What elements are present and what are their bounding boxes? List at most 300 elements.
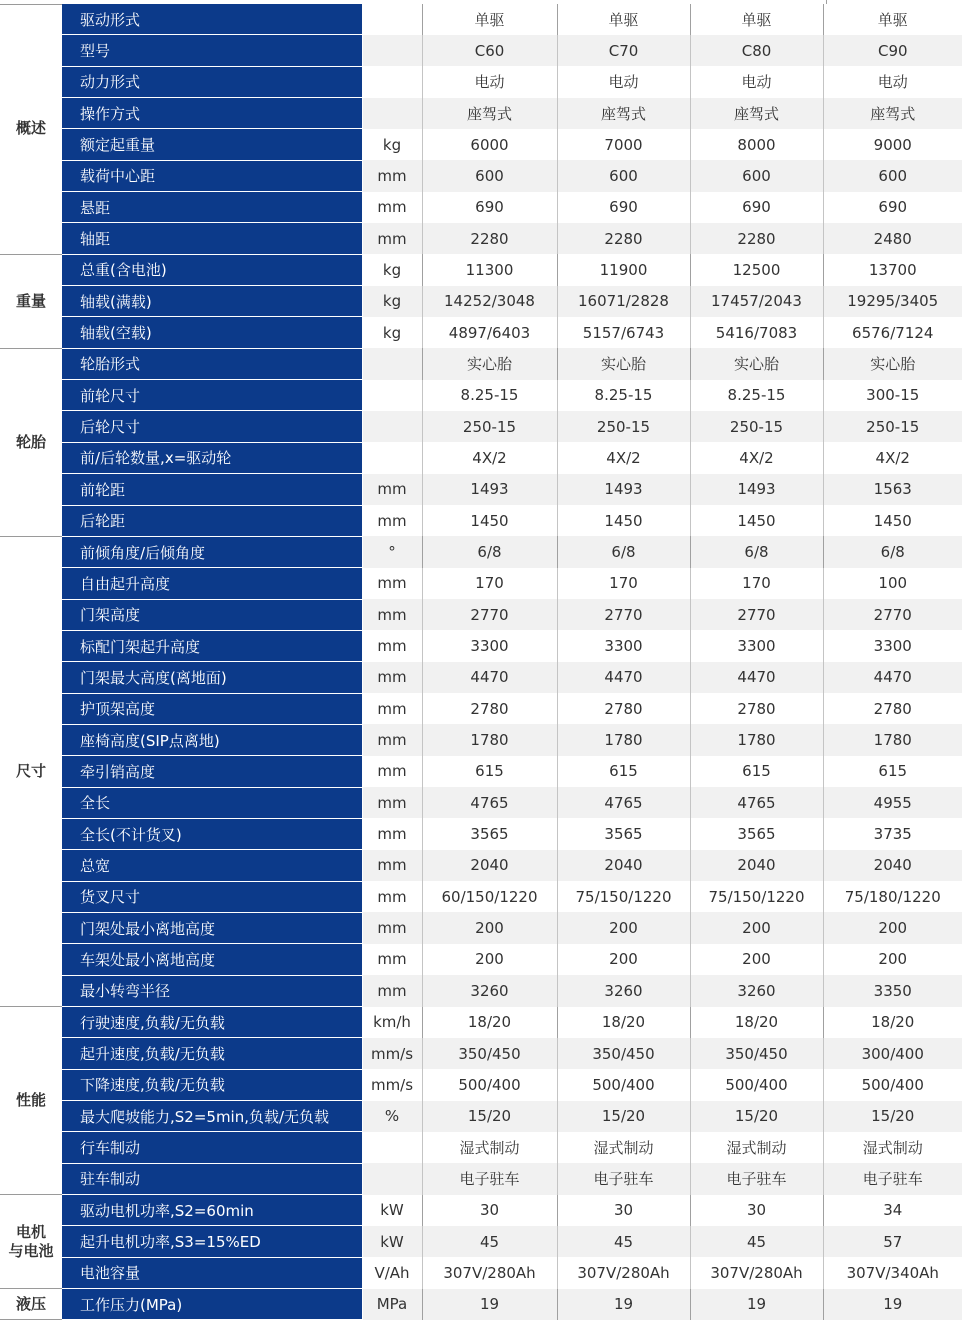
row-label: 起升电机功率,S3=15%ED xyxy=(62,1226,362,1257)
model-value-4: 9000 xyxy=(823,129,962,160)
row-label: 前轮尺寸 xyxy=(62,380,362,411)
model-value-1: 电子驻车 xyxy=(422,1163,557,1194)
row-unit: mm xyxy=(362,756,422,787)
model-value-1: 60/150/1220 xyxy=(422,881,557,912)
model-value-1: 200 xyxy=(422,912,557,943)
model-value-4: 18/20 xyxy=(823,1007,962,1038)
row-unit: mm xyxy=(362,599,422,630)
model-value-3: 电动 xyxy=(690,66,823,97)
row-label: 货叉尺寸 xyxy=(62,881,362,912)
spec-group xyxy=(0,1195,962,1289)
model-value-4: 2040 xyxy=(823,850,962,881)
table-row xyxy=(0,662,962,693)
model-value-1: 14252/3048 xyxy=(422,286,557,317)
row-unit: kW xyxy=(362,1226,422,1257)
group-name xyxy=(0,1289,62,1320)
model-value-2: 200 xyxy=(557,944,690,975)
group-name-line: 概述 xyxy=(15,119,46,138)
model-value-1: 6/8 xyxy=(422,536,557,567)
row-label: 工作压力(MPa) xyxy=(62,1289,362,1320)
row-unit: mm xyxy=(362,662,422,693)
row-label: 轴距 xyxy=(62,223,362,254)
table-row xyxy=(0,411,962,442)
row-label: 全长(不计货叉) xyxy=(62,818,362,849)
model-value-3: C80 xyxy=(690,35,823,66)
model-value-1: 6000 xyxy=(422,129,557,160)
model-value-3: 200 xyxy=(690,944,823,975)
model-value-4: 3735 xyxy=(823,818,962,849)
model-value-2: 2770 xyxy=(557,599,690,630)
model-value-3: 2040 xyxy=(690,850,823,881)
table-row xyxy=(0,1007,962,1038)
row-unit: mm xyxy=(362,160,422,191)
model-value-1: 湿式制动 xyxy=(422,1132,557,1163)
row-unit: mm xyxy=(362,975,422,1006)
model-value-3: 5416/7083 xyxy=(690,317,823,348)
row-label: 型号 xyxy=(62,35,362,66)
row-label: 动力形式 xyxy=(62,66,362,97)
model-value-1: 3565 xyxy=(422,818,557,849)
table-row xyxy=(0,1069,962,1100)
model-value-4: 100 xyxy=(823,568,962,599)
model-value-1: 4X/2 xyxy=(422,442,557,473)
model-value-3: 单驱 xyxy=(690,4,823,35)
model-value-2: 单驱 xyxy=(557,4,690,35)
row-label: 行车制动 xyxy=(62,1132,362,1163)
model-value-1: 8.25-15 xyxy=(422,380,557,411)
table-row xyxy=(0,724,962,755)
row-unit: km/h xyxy=(362,1007,422,1038)
row-label: 座椅高度(SIP点离地) xyxy=(62,724,362,755)
group-name xyxy=(0,254,62,348)
model-value-2: 2280 xyxy=(557,223,690,254)
model-value-2: 600 xyxy=(557,160,690,191)
model-value-3: 8.25-15 xyxy=(690,380,823,411)
row-unit: ° xyxy=(362,536,422,567)
row-unit: mm xyxy=(362,630,422,661)
model-value-2: 实心胎 xyxy=(557,348,690,379)
model-value-4: 3300 xyxy=(823,630,962,661)
row-label: 起升速度,负载/无负载 xyxy=(62,1038,362,1069)
model-value-3: 17457/2043 xyxy=(690,286,823,317)
model-value-4: 2770 xyxy=(823,599,962,630)
model-value-2: 电动 xyxy=(557,66,690,97)
table-row xyxy=(0,1226,962,1257)
table-row xyxy=(0,192,962,223)
row-unit: mm xyxy=(362,724,422,755)
table-row xyxy=(0,380,962,411)
row-unit xyxy=(362,380,422,411)
model-value-1: 15/20 xyxy=(422,1101,557,1132)
row-label: 最小转弯半径 xyxy=(62,975,362,1006)
row-unit: mm xyxy=(362,912,422,943)
model-value-3: 500/400 xyxy=(690,1069,823,1100)
model-value-4: 500/400 xyxy=(823,1069,962,1100)
model-value-3: 1780 xyxy=(690,724,823,755)
table-row xyxy=(0,1101,962,1132)
row-label: 轴载(空载) xyxy=(62,317,362,348)
row-label: 下降速度,负载/无负载 xyxy=(62,1069,362,1100)
model-value-2: 45 xyxy=(557,1226,690,1257)
model-value-4: 300/400 xyxy=(823,1038,962,1069)
model-value-1: 690 xyxy=(422,192,557,223)
row-label: 前/后轮数量,x=驱动轮 xyxy=(62,442,362,473)
model-value-2: 75/150/1220 xyxy=(557,881,690,912)
table-row xyxy=(0,35,962,66)
model-value-4: C90 xyxy=(823,35,962,66)
table-row xyxy=(0,442,962,473)
table-row xyxy=(0,944,962,975)
row-label: 后轮尺寸 xyxy=(62,411,362,442)
row-unit xyxy=(362,66,422,97)
group-name xyxy=(0,536,62,1006)
table-row xyxy=(0,223,962,254)
row-unit xyxy=(362,348,422,379)
model-value-1: 2040 xyxy=(422,850,557,881)
row-label: 全长 xyxy=(62,787,362,818)
row-unit: V/Ah xyxy=(362,1257,422,1288)
model-value-4: 2480 xyxy=(823,223,962,254)
row-label: 总宽 xyxy=(62,850,362,881)
model-value-1: 11300 xyxy=(422,254,557,285)
model-value-4: 4470 xyxy=(823,662,962,693)
table-row xyxy=(0,129,962,160)
model-value-3: 3300 xyxy=(690,630,823,661)
row-unit: % xyxy=(362,1101,422,1132)
row-label: 载荷中心距 xyxy=(62,160,362,191)
model-value-2: 4470 xyxy=(557,662,690,693)
row-label: 额定起重量 xyxy=(62,129,362,160)
model-value-4: 1450 xyxy=(823,505,962,536)
model-value-3: 30 xyxy=(690,1195,823,1226)
model-value-4: 307V/340Ah xyxy=(823,1257,962,1288)
row-unit: mm xyxy=(362,944,422,975)
row-unit xyxy=(362,442,422,473)
model-value-1: 座驾式 xyxy=(422,98,557,129)
model-value-2: 200 xyxy=(557,912,690,943)
table-row xyxy=(0,254,962,285)
spec-group xyxy=(0,4,962,254)
group-name-line: 尺寸 xyxy=(15,761,46,780)
model-value-2: C70 xyxy=(557,35,690,66)
model-value-4: 57 xyxy=(823,1226,962,1257)
model-value-2: 1780 xyxy=(557,724,690,755)
model-value-3: 1493 xyxy=(690,474,823,505)
model-value-3: 电子驻车 xyxy=(690,1163,823,1194)
table-row xyxy=(0,1257,962,1288)
model-value-2: 18/20 xyxy=(557,1007,690,1038)
model-value-2: 7000 xyxy=(557,129,690,160)
table-row xyxy=(0,4,962,35)
row-unit: mm xyxy=(362,818,422,849)
table-row xyxy=(0,1289,962,1320)
model-value-3: 2280 xyxy=(690,223,823,254)
model-value-1: 4470 xyxy=(422,662,557,693)
table-row xyxy=(0,536,962,567)
spec-group xyxy=(0,254,962,348)
model-value-4: 座驾式 xyxy=(823,98,962,129)
table-row xyxy=(0,568,962,599)
table-row xyxy=(0,98,962,129)
model-value-4: 200 xyxy=(823,912,962,943)
model-value-4: 电动 xyxy=(823,66,962,97)
model-value-2: 500/400 xyxy=(557,1069,690,1100)
model-value-3: 690 xyxy=(690,192,823,223)
model-value-3: 15/20 xyxy=(690,1101,823,1132)
model-value-4: 19 xyxy=(823,1289,962,1320)
model-value-2: 5157/6743 xyxy=(557,317,690,348)
model-value-1: 350/450 xyxy=(422,1038,557,1069)
row-label: 总重(含电池) xyxy=(62,254,362,285)
model-value-3: 12500 xyxy=(690,254,823,285)
row-label: 标配门架起升高度 xyxy=(62,630,362,661)
row-label: 轴载(满载) xyxy=(62,286,362,317)
model-value-4: 湿式制动 xyxy=(823,1132,962,1163)
table-row xyxy=(0,348,962,379)
model-value-2: 2040 xyxy=(557,850,690,881)
model-value-2: 615 xyxy=(557,756,690,787)
row-label: 操作方式 xyxy=(62,98,362,129)
group-name-line: 与电池 xyxy=(8,1241,54,1260)
model-value-2: 湿式制动 xyxy=(557,1132,690,1163)
model-value-1: 单驱 xyxy=(422,4,557,35)
row-label: 前轮距 xyxy=(62,474,362,505)
model-value-3: 18/20 xyxy=(690,1007,823,1038)
model-value-2: 3260 xyxy=(557,975,690,1006)
table-row xyxy=(0,505,962,536)
model-value-4: 15/20 xyxy=(823,1101,962,1132)
row-label: 前倾角度/后倾角度 xyxy=(62,536,362,567)
row-unit xyxy=(362,98,422,129)
table-row xyxy=(0,1195,962,1226)
row-unit: MPa xyxy=(362,1289,422,1320)
model-value-3: 4470 xyxy=(690,662,823,693)
model-value-3: 307V/280Ah xyxy=(690,1257,823,1288)
group-name xyxy=(0,1007,62,1195)
model-value-1: 2780 xyxy=(422,693,557,724)
group-name xyxy=(0,4,62,254)
group-name-line: 轮胎 xyxy=(15,432,46,451)
model-value-1: 2280 xyxy=(422,223,557,254)
model-value-1: 18/20 xyxy=(422,1007,557,1038)
spec-group xyxy=(0,1007,962,1195)
row-label: 驱动形式 xyxy=(62,4,362,35)
row-unit xyxy=(362,35,422,66)
model-value-1: 实心胎 xyxy=(422,348,557,379)
model-value-2: 2780 xyxy=(557,693,690,724)
model-value-2: 4X/2 xyxy=(557,442,690,473)
row-unit xyxy=(362,1163,422,1194)
table-row xyxy=(0,756,962,787)
row-unit: mm xyxy=(362,787,422,818)
table-row xyxy=(0,474,962,505)
row-unit: kg xyxy=(362,129,422,160)
model-value-1: 250-15 xyxy=(422,411,557,442)
model-value-1: 615 xyxy=(422,756,557,787)
model-value-1: 19 xyxy=(422,1289,557,1320)
model-value-3: 4X/2 xyxy=(690,442,823,473)
table-row xyxy=(0,693,962,724)
model-value-2: 15/20 xyxy=(557,1101,690,1132)
model-value-1: 1780 xyxy=(422,724,557,755)
model-value-3: 2780 xyxy=(690,693,823,724)
model-value-3: 8000 xyxy=(690,129,823,160)
row-unit: kW xyxy=(362,1195,422,1226)
row-label: 门架处最小离地高度 xyxy=(62,912,362,943)
model-value-4: 250-15 xyxy=(823,411,962,442)
model-value-3: 170 xyxy=(690,568,823,599)
model-value-4: 2780 xyxy=(823,693,962,724)
row-unit: mm xyxy=(362,568,422,599)
spec-group xyxy=(0,1289,962,1320)
model-value-3: 615 xyxy=(690,756,823,787)
table-row xyxy=(0,1132,962,1163)
row-label: 驱动电机功率,S2=60min xyxy=(62,1195,362,1226)
model-value-2: 1450 xyxy=(557,505,690,536)
table-row xyxy=(0,912,962,943)
table-row xyxy=(0,160,962,191)
row-unit: mm xyxy=(362,223,422,254)
model-value-4: 690 xyxy=(823,192,962,223)
model-value-2: 3300 xyxy=(557,630,690,661)
model-value-1: 200 xyxy=(422,944,557,975)
group-name xyxy=(0,1195,62,1289)
model-value-4: 4955 xyxy=(823,787,962,818)
model-value-4: 4X/2 xyxy=(823,442,962,473)
model-value-2: 16071/2828 xyxy=(557,286,690,317)
table-row xyxy=(0,787,962,818)
group-name xyxy=(0,348,62,536)
table-row xyxy=(0,818,962,849)
model-value-3: 200 xyxy=(690,912,823,943)
model-value-2: 6/8 xyxy=(557,536,690,567)
table-row xyxy=(0,286,962,317)
model-value-4: 6/8 xyxy=(823,536,962,567)
model-value-2: 3565 xyxy=(557,818,690,849)
model-value-2: 307V/280Ah xyxy=(557,1257,690,1288)
model-value-4: 600 xyxy=(823,160,962,191)
model-value-2: 8.25-15 xyxy=(557,380,690,411)
model-value-2: 19 xyxy=(557,1289,690,1320)
model-value-1: 600 xyxy=(422,160,557,191)
table-row xyxy=(0,66,962,97)
row-unit: mm xyxy=(362,505,422,536)
table-row xyxy=(0,881,962,912)
model-value-3: 45 xyxy=(690,1226,823,1257)
model-value-3: 实心胎 xyxy=(690,348,823,379)
row-label: 最大爬坡能力,S2=5min,负载/无负载 xyxy=(62,1101,362,1132)
table-row xyxy=(0,1163,962,1194)
model-value-1: 4897/6403 xyxy=(422,317,557,348)
row-label: 电池容量 xyxy=(62,1257,362,1288)
row-label: 驻车制动 xyxy=(62,1163,362,1194)
row-unit xyxy=(362,411,422,442)
model-value-2: 170 xyxy=(557,568,690,599)
model-value-3: 19 xyxy=(690,1289,823,1320)
model-value-4: 19295/3405 xyxy=(823,286,962,317)
model-value-1: 30 xyxy=(422,1195,557,1226)
row-label: 门架最大高度(离地面) xyxy=(62,662,362,693)
model-value-3: 2770 xyxy=(690,599,823,630)
row-label: 车架处最小离地高度 xyxy=(62,944,362,975)
group-name-line: 液压 xyxy=(15,1294,46,1313)
model-value-2: 350/450 xyxy=(557,1038,690,1069)
model-value-2: 1493 xyxy=(557,474,690,505)
model-value-4: 1563 xyxy=(823,474,962,505)
model-value-4: 75/180/1220 xyxy=(823,881,962,912)
model-value-4: 实心胎 xyxy=(823,348,962,379)
model-value-3: 350/450 xyxy=(690,1038,823,1069)
table-row xyxy=(0,850,962,881)
model-value-3: 3565 xyxy=(690,818,823,849)
row-label: 门架高度 xyxy=(62,599,362,630)
model-value-3: 3260 xyxy=(690,975,823,1006)
row-label: 后轮距 xyxy=(62,505,362,536)
row-unit: mm xyxy=(362,850,422,881)
model-value-4: 电子驻车 xyxy=(823,1163,962,1194)
row-label: 自由起升高度 xyxy=(62,568,362,599)
row-unit: mm xyxy=(362,693,422,724)
model-value-3: 座驾式 xyxy=(690,98,823,129)
model-value-4: 单驱 xyxy=(823,4,962,35)
model-value-2: 11900 xyxy=(557,254,690,285)
row-label: 轮胎形式 xyxy=(62,348,362,379)
model-value-3: 250-15 xyxy=(690,411,823,442)
model-value-2: 4765 xyxy=(557,787,690,818)
model-value-1: 4765 xyxy=(422,787,557,818)
group-name-line: 电机 xyxy=(15,1222,46,1241)
model-value-2: 座驾式 xyxy=(557,98,690,129)
table-row xyxy=(0,975,962,1006)
model-value-2: 250-15 xyxy=(557,411,690,442)
row-unit: mm xyxy=(362,474,422,505)
model-value-3: 4765 xyxy=(690,787,823,818)
model-value-4: 6576/7124 xyxy=(823,317,962,348)
model-value-4: 13700 xyxy=(823,254,962,285)
model-value-3: 湿式制动 xyxy=(690,1132,823,1163)
row-unit xyxy=(362,4,422,35)
row-label: 悬距 xyxy=(62,192,362,223)
model-value-1: 45 xyxy=(422,1226,557,1257)
model-value-4: 3350 xyxy=(823,975,962,1006)
row-unit: mm xyxy=(362,881,422,912)
row-label: 行驶速度,负载/无负载 xyxy=(62,1007,362,1038)
table-row xyxy=(0,630,962,661)
model-value-4: 615 xyxy=(823,756,962,787)
row-label: 牵引销高度 xyxy=(62,756,362,787)
group-name-line: 性能 xyxy=(15,1091,46,1110)
model-value-1: 2770 xyxy=(422,599,557,630)
model-value-4: 34 xyxy=(823,1195,962,1226)
table-row xyxy=(0,599,962,630)
model-value-4: 300-15 xyxy=(823,380,962,411)
row-unit: mm xyxy=(362,192,422,223)
row-unit xyxy=(362,1132,422,1163)
row-unit: kg xyxy=(362,317,422,348)
row-unit: mm/s xyxy=(362,1069,422,1100)
model-value-4: 200 xyxy=(823,944,962,975)
model-value-1: 170 xyxy=(422,568,557,599)
spec-table xyxy=(0,4,962,1320)
spec-group xyxy=(0,536,962,1006)
model-value-3: 6/8 xyxy=(690,536,823,567)
model-value-1: C60 xyxy=(422,35,557,66)
model-value-1: 307V/280Ah xyxy=(422,1257,557,1288)
model-value-3: 75/150/1220 xyxy=(690,881,823,912)
row-label: 护顶架高度 xyxy=(62,693,362,724)
model-value-3: 600 xyxy=(690,160,823,191)
row-unit: kg xyxy=(362,286,422,317)
